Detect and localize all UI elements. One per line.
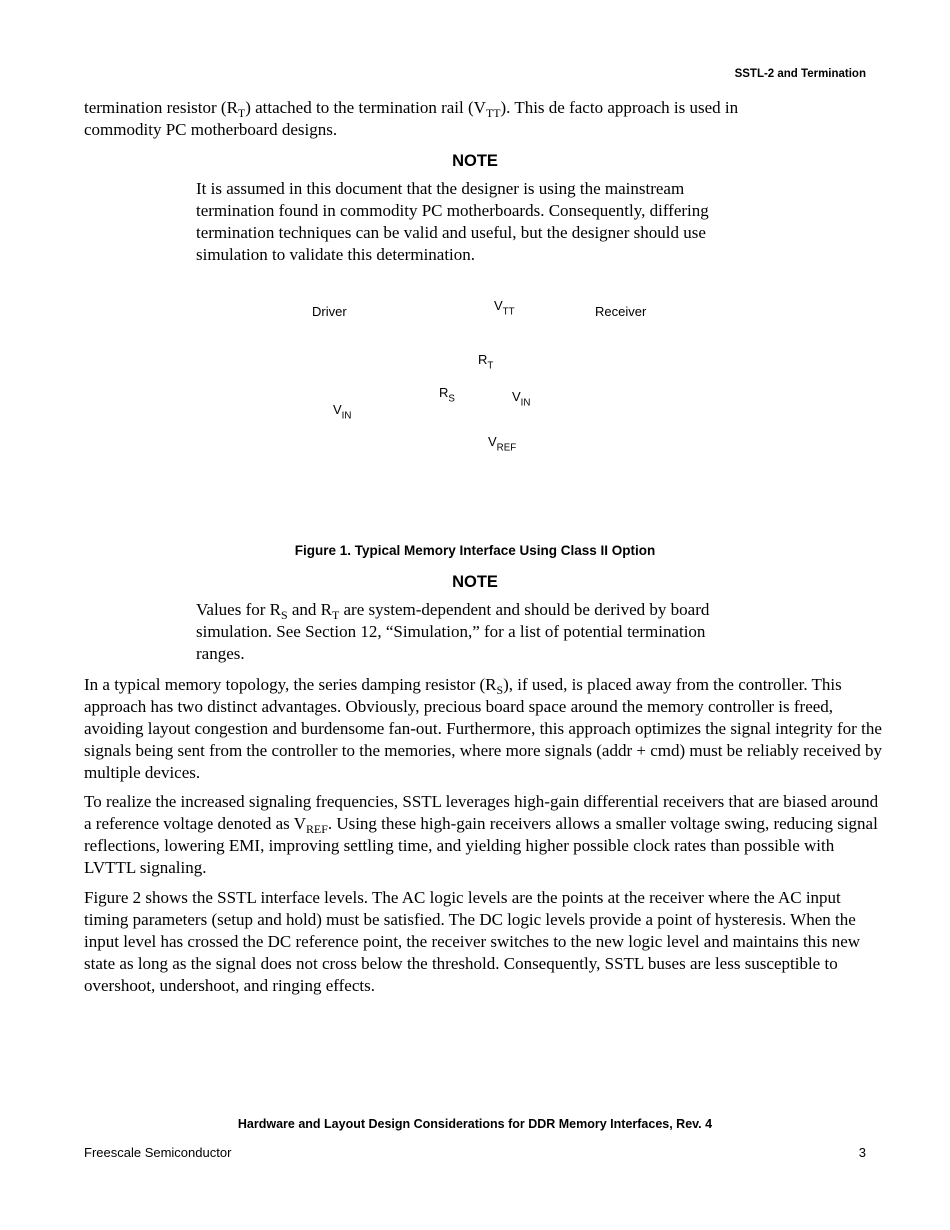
note-line: It is assumed in this document that the designer is using the mainstream xyxy=(196,179,685,198)
label-main: V xyxy=(333,402,342,417)
subscript: REF xyxy=(306,822,328,837)
label-sub: IN xyxy=(520,397,531,409)
note-line: termination found in commodity PC motherboards. Consequently, differing xyxy=(196,201,709,220)
paragraph-text: . Using these high-gain receivers allows a smaller voltage swing, reducing signal reflections, lowering EMI, improving settling time, and yielding higher possible clock rates than possible with LVTTL signaling. xyxy=(84,814,878,877)
label-sub: TT xyxy=(502,306,515,318)
subscript: T xyxy=(237,106,246,121)
vref-label xyxy=(488,434,517,454)
paragraph-text: ), if used, is placed away from the controller. This approach has two distinct advantages. Obviously, precious board space around the memory controller is freed, avoiding layout congestion and burdensome fan-out. Furthermore, this approach optimizes the signal integrity for the signals being sent from the controller to the memories, where more signals (addr + cmd) must be reliably received by multiple devices. xyxy=(84,675,882,782)
label-main: V xyxy=(488,434,497,449)
note-text: ranges. xyxy=(196,644,245,663)
note-text: and R xyxy=(287,600,332,619)
receiver-label: Receiver xyxy=(595,304,647,319)
note-text: simulation. See Section 12, “Simulation,” for a list of potential termination xyxy=(196,622,706,641)
intro-text: ) attached to the termination rail (V xyxy=(245,98,486,117)
note-title: NOTE xyxy=(452,573,498,591)
subscript: S xyxy=(280,608,288,623)
note-text: are system-dependent and should be derived by board xyxy=(339,600,710,619)
label-main: V xyxy=(512,389,521,404)
label-main: R xyxy=(478,352,488,367)
label-main: V xyxy=(494,298,503,313)
rt-label xyxy=(478,352,494,372)
body-paragraph-topology xyxy=(84,674,884,784)
subscript: TT xyxy=(485,106,501,121)
vin-driver-label xyxy=(333,402,352,422)
vtt-label xyxy=(494,298,515,318)
label-sub: IN xyxy=(341,410,352,422)
driver-label: Driver xyxy=(312,304,347,319)
figure-caption: Figure 1. Typical Memory Interface Using Class II Option xyxy=(294,543,656,558)
note-body xyxy=(196,178,766,266)
note-body xyxy=(196,599,766,665)
body-paragraph-levels: Figure 2 shows the SSTL interface levels. The AC logic levels are the points at the receiver where the AC input timing parameters (setup and hold) must be satisfied. The DC logic levels provide a point of hysteresis. When the input level has crossed the DC reference point, the receiver switches to the new logic level and maintains this new state as long as the signal does not cross below the threshold. Consequently, SSTL buses are less susceptible to overshoot, undershoot, and ringing effects. xyxy=(84,888,861,995)
footer-doc-title: Hardware and Layout Design Considerations for DDR Memory Interfaces, Rev. 4 xyxy=(237,1117,713,1131)
subscript: S xyxy=(496,683,504,698)
label-main: R xyxy=(439,385,449,400)
rs-label xyxy=(439,385,455,405)
label-sub: REF xyxy=(496,442,517,454)
intro-text: ). This de facto approach is used in xyxy=(500,98,739,117)
footer-company: Freescale Semiconductor xyxy=(84,1145,232,1160)
note-text: Values for R xyxy=(196,600,281,619)
intro-text: termination resistor (R xyxy=(84,98,238,117)
intro-paragraph xyxy=(84,97,884,141)
note-line: termination techniques can be valid and useful, but the designer should use xyxy=(196,223,706,242)
vin-receiver-label xyxy=(512,389,531,409)
paragraph-text: To realize the increased signaling frequencies, SSTL leverages high-gain differential receivers that are biased around a reference voltage denoted as V xyxy=(84,792,879,833)
running-header: SSTL-2 and Termination xyxy=(734,68,866,80)
body-paragraph-sstl xyxy=(84,791,884,879)
note-title: NOTE xyxy=(452,152,498,170)
label-sub: S xyxy=(448,393,455,405)
label-sub: T xyxy=(487,360,494,372)
subscript: T xyxy=(332,608,340,623)
note-line: simulation to validate this determination. xyxy=(196,245,476,264)
page-number: 3 xyxy=(858,1145,866,1160)
paragraph-text: In a typical memory topology, the series damping resistor (R xyxy=(84,675,497,694)
intro-text: commodity PC motherboard designs. xyxy=(84,120,338,139)
